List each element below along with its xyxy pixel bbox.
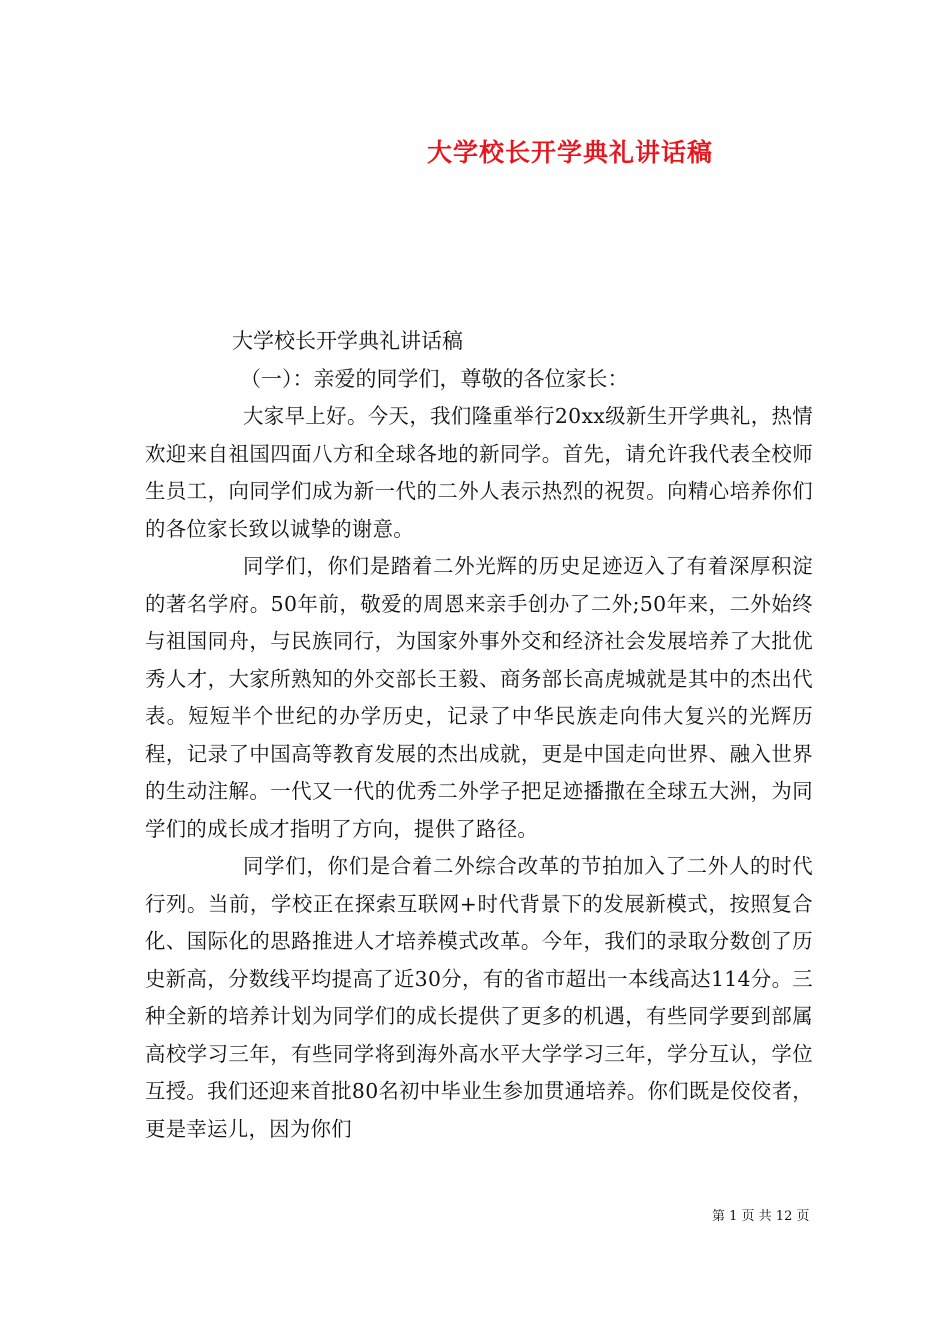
paragraph: 同学们，你们是合着二外综合改革的节拍加入了二外人的时代行列。当前，学校正在探索互联网+时代背景下的发展新模式，按照复合化、国际化的思路推进人才培养模式改革。今年，我们的录取分数创了历史新高，分数线平均提高了近30分，有的省市超出一本线高达114分。三种全新的培养计划为同学们的成长提供了更多的机遇，有些同学要到部属高校学习三年，有些同学将到海外高水平大学学习三年，学分互认，学位互授。我们还迎来首批80名初中毕业生参加贯通培养。你们既是佼佼者，更是幸运儿，因为你们 [145, 854, 813, 1141]
page-number: 第 1 页 共 12 页 [712, 1209, 810, 1224]
page-title: 大学校长开学典礼讲话稿 [426, 138, 713, 167]
paragraph: 大家早上好。今天，我们隆重举行20xx级新生开学典礼，热情欢迎来自祖国四面八方和全球各地的新同学。首先，请允许我代表全校师生员工，向同学们成为新一代的二外人表示热烈的祝贺。向精心培养你们的各位家长致以诚挚的谢意。 [145, 404, 813, 541]
section-salutation: （一）：亲爱的同学们，尊敬的各位家长： [240, 367, 629, 391]
body-text [145, 398, 813, 1148]
document-heading: 大学校长开学典礼讲话稿 [232, 329, 463, 353]
paragraph: 同学们，你们是踏着二外光辉的历史足迹迈入了有着深厚积淀的著名学府。50年前，敬爱的周恩来亲手创办了二外;50年来，二外始终与祖国同舟，与民族同行，为国家外事外交和经济社会发展培养了大批优秀人才，大家所熟知的外交部长王毅、商务部长高虎城就是其中的杰出代表。短短半个世纪的办学历史，记录了中华民族走向伟大复兴的光辉历程，记录了中国高等教育发展的杰出成就，更是中国走向世界、融入世界的生动注解。一代又一代的优秀二外学子把足迹播撒在全球五大洲，为同学们的成长成才指明了方向，提供了路径。 [145, 554, 813, 841]
